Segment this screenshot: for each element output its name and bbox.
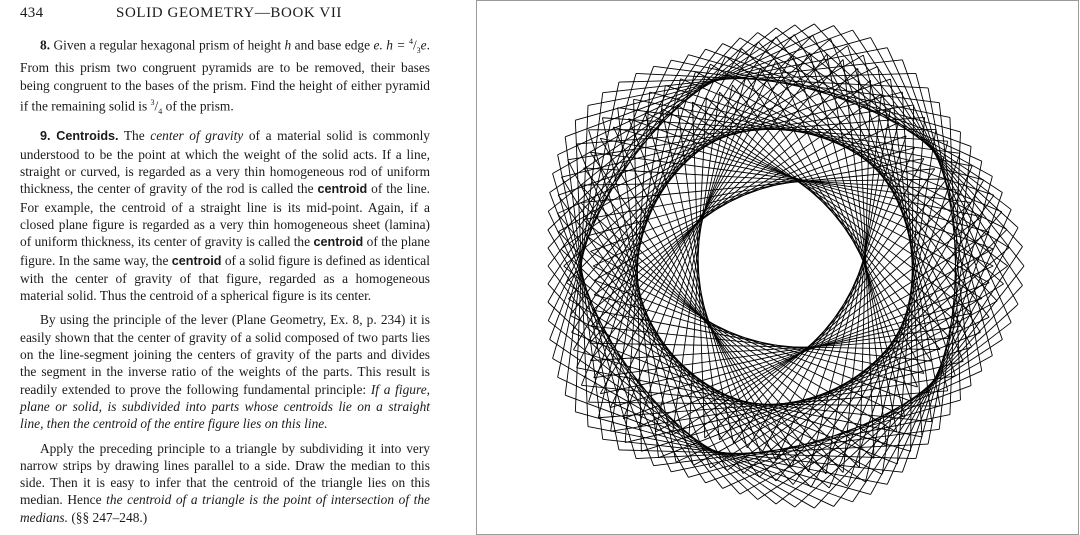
fraction-numerator: 4 [408,37,413,46]
section-heading: 9. Centroids. [40,129,119,144]
section-reference: (§§ 247–248.) [67,509,148,525]
var-h: h [284,37,292,53]
section-text: The [118,128,151,144]
bold-term: centroid [317,182,368,197]
pattern-line [575,412,870,495]
fraction-denominator: 4 [158,107,163,117]
pattern-line [590,152,808,472]
section-text: of a material solid is commonly understood to be the point at which the weight of the solid acts. If a line, straight or curved, is regarded as a very thin homogeneous rod of uniform thickness, the center of gravity of the rod is called the [20,128,430,197]
theorem-statement: the centroid of a triangle is the point of intersection of the medians. [20,492,430,525]
pattern-line [814,24,1022,247]
formula: h = [386,37,409,53]
book-page [0,0,440,535]
string-art-figure [477,1,1078,534]
pattern-line [689,217,982,437]
bold-term: centroid [313,235,364,250]
exercise-8: 8. Given a regular hexagonal prism of height h and base edge e. $h = ^4/_3e$. From this prism two congruent pyramids are to be removed, their bases being congruent to the bases of the prism. Find the height of either pyramid if the remaining solid is $^3/_4$ of the prism. [20,37,430,117]
string-art-panel [476,0,1079,535]
page-number: 434 [20,5,44,21]
var-e: e [420,37,427,53]
paragraph-text: Apply the preceding principle to a triangle by subdividing it into very narrow strips by drawing lines parallel to a side. Draw the median to this side. Then it is easy to infer that the centroid of the triangle lies on this median. Hence [20,440,430,508]
section-text: of the plane figure. In the same way, the [20,234,430,268]
paragraph-text: By using the principle of the lever (Plane Geometry, Ex. 8, p. 234) it is easily shown that the center of gravity of a solid composed of two parts lies on the line-segment joining the centers of gravity of the parts and divides the segment in the inverse ratio of the weights of the parts. This result is readily extended to prove the following fundamental principle: [20,312,430,397]
pattern-line [588,427,887,485]
pattern-line [831,39,964,362]
exercise-text: Given a regular hexagonal prism of height [50,37,285,53]
exercise-text: of the prism. [162,98,234,114]
section-text: of a solid figure is defined as identical with the center of gravity of that figure, regarded as a homogeneous material solid. Thus the centroid of a spherical figure is its center. [20,252,430,304]
exercise-text: . From this prism two congruent pyramids are to be removed, their bases being congruent to the bases of the prism. Find the height of either pyramid if the remaining solid is [20,37,430,114]
pattern-line [871,228,1018,495]
italic-term: center of gravity [150,128,244,144]
exercise-number: 8. [40,37,51,53]
bold-term: centroid [171,253,222,268]
section-9-centroids [20,127,430,304]
fraction-denominator: 3 [416,46,421,56]
paragraph-triangle [20,440,430,526]
paragraph-lever [20,311,430,432]
section-text: of the line. For example, the centroid of a straight line is its mid-point. Again, if a closed plane figure is regarded as a very thin homogeneous sheet (lamina) of uniform thickness, its center of gravity is called the [20,181,431,250]
running-title: SOLID GEOMETRY—BOOK VII [116,5,343,21]
var-e: e. [373,37,383,53]
principle-statement: If a figure, plane or solid, is subdivided into parts whose centroids lie on a straight line, then the centroid of the entire figure lies on this line. [20,381,430,432]
exercise-text: and base edge [291,37,374,53]
fraction-numerator: 3 [150,98,155,108]
running-head [20,2,430,24]
